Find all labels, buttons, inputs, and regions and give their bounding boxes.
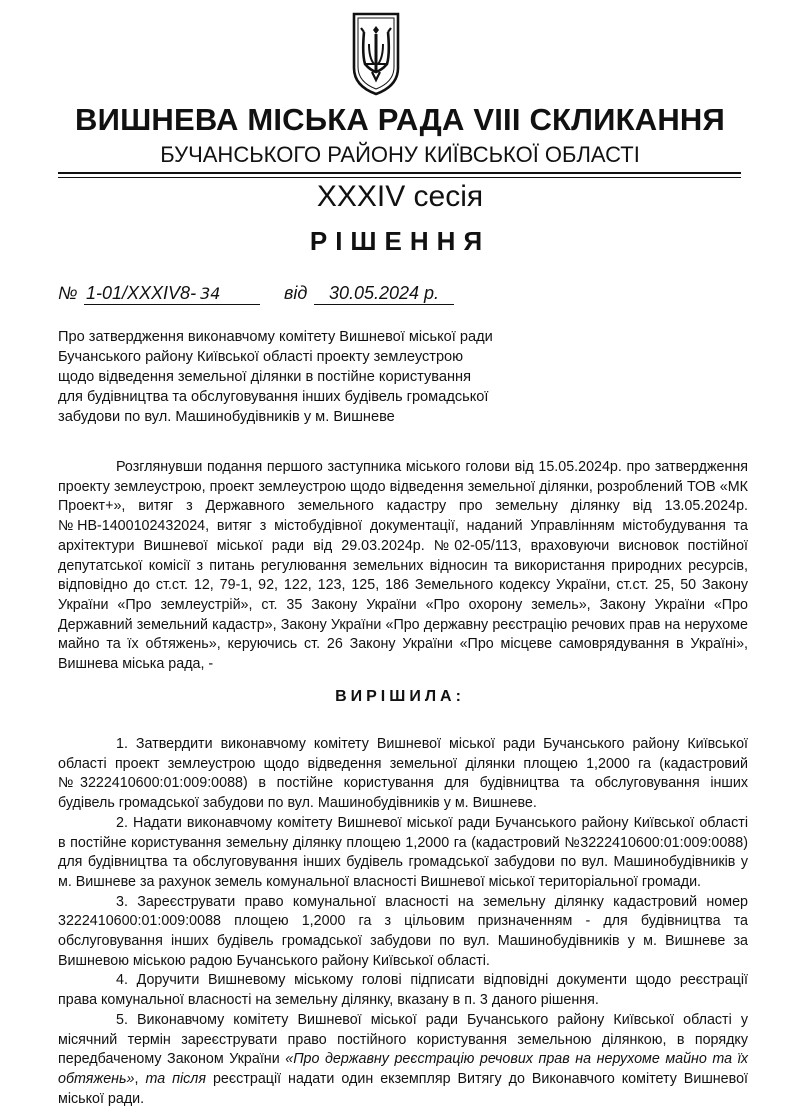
council-name: ВИШНЕВА МІСЬКА РАДА VIII СКЛИКАННЯ (75, 102, 725, 137)
number-label: № (58, 283, 78, 303)
date-label: від (284, 283, 308, 303)
item5-end: реєстрації надати один екземпляр Витягу до Виконавчого комітету Вишневої міської ради. (58, 1070, 748, 1107)
decision-number-handwritten: 34 (200, 284, 221, 303)
item5-law-title: «Про державну реєстрацію речових прав на нерухоме майно та їх обтяжень» (58, 1051, 748, 1087)
subject-line: Бучанського району Київської області проекту землеустрою (58, 349, 464, 365)
subject-line: забудови по вул. Машинобудівників у м. Вишневе (58, 409, 395, 425)
resolved-heading: ВИРІШИЛА: (335, 688, 465, 705)
subject-line: для будівництва та обслуговування інших будівель громадської (58, 389, 489, 405)
decision-subject (58, 327, 493, 427)
decision-date: 30.05.2024 р. (314, 283, 454, 305)
header-rule-thin (58, 177, 741, 178)
decision-number-line (58, 283, 758, 307)
item5-text: 5. Виконавчому комітету Вишневої міської ради Бучанського району Київської області у місячний термін зареєструвати право постійного користування земельною ділянкою, в порядку передбаченому Законом України (58, 1011, 748, 1068)
item5-separator: , (134, 1070, 146, 1087)
subject-line: Про затвердження виконавчому комітету Вишневої міської ради (58, 329, 493, 345)
district-name: БУЧАНСЬКОГО РАЙОНУ КИЇВСЬКОЇ ОБЛАСТІ (160, 142, 640, 167)
document-type: РІШЕННЯ (309, 226, 491, 256)
decision-number (84, 283, 260, 305)
resolution-item-5 (58, 1011, 748, 1110)
resolution-item-2: 2. Надати виконавчому комітету Вишневої міської ради Бучанського району Київської області в постійне користування земельну ділянку площею 1,2000 га (кадастровий №3222410600:01:009:0088) для будівництва та обслуговування інших будівель громадської забудови по вул. Машинобудівників у м. Вишневе за рахунок земель комунальної власності Вишневої міської територіальної громади. (58, 814, 748, 890)
resolution-item-3: 3. Зареєструвати право комунальної власності на земельну ділянку кадастровий номер 3222410600:01:009:0088 площею 1,2000 га з цільовим призначенням - для будівництва та обслуговування інших будівель громадської забудови по вул. Машинобудівників у м. Вишневе за Вишневою міською радою Бучанського району Київської області. (58, 893, 748, 969)
intro-paragraph: Розглянувши подання першого заступника міського голови від 15.05.2024р. про затвердження проекту землеустрою, проект землеустрою щодо відведення земельної ділянки, розроблений ТОВ «МК Проект+», витяг з Державного земельного кадастру про земельну ділянку від 13.05.2024р. №НВ-1400102432024, витяг з містобудівної документації, наданий Управлінням містобудування та архітектури Вишневої міської ради від 29.03.2024р. №02-05/113, враховуючи висновок постійної депутатської комісії з питань регулювання земельних відносин та використання природних ресурсів, відповідно до ст.ст. 12, 79-1, 92, 122, 123, 125, 186 Земельного кодексу України, ст.ст. 25, 50 Закону України «Про землеустрій», ст. 35 Закону України «Про охорону земель», Закону України «Про Державний земельний кадастр», Закону України «Про державну реєстрацію речових прав на нерухоме майно та їх обтяжень», керуючись ст. 26 Закону України «Про місцеве самоврядування в Україні», Вишнева міська рада, - (58, 459, 748, 673)
item5-italic-tail: та після (145, 1070, 207, 1087)
resolution-item-1: 1. Затвердити виконавчому комітету Вишневої міської ради Бучанського району Київської області проект землеустрою щодо відведення земельної ділянки площею 1,2000 га (кадастровий №3222410600:01:009:0088) в постійне користування для будівництва та обслуговування інших будівель громадської забудови по вул. Машинобудівників у м. Вишневе. (58, 736, 748, 812)
trident-coat-of-arms-icon (350, 10, 402, 96)
resolution-items (58, 735, 748, 1109)
resolution-item-4: 4. Доручити Вишневому міському голові підписати відповідні документи щодо реєстрації права комунальної власності на земельну ділянку, вказану в п. 3 даного рішення. (58, 972, 748, 1009)
session-title: XXXIV сесія (316, 180, 484, 213)
decision-number-prefix: 1-01/XXXIV8- (86, 283, 197, 303)
subject-line: щодо відведення земельної ділянки в постійне користування (58, 369, 471, 385)
header-rule-thick (58, 172, 741, 174)
